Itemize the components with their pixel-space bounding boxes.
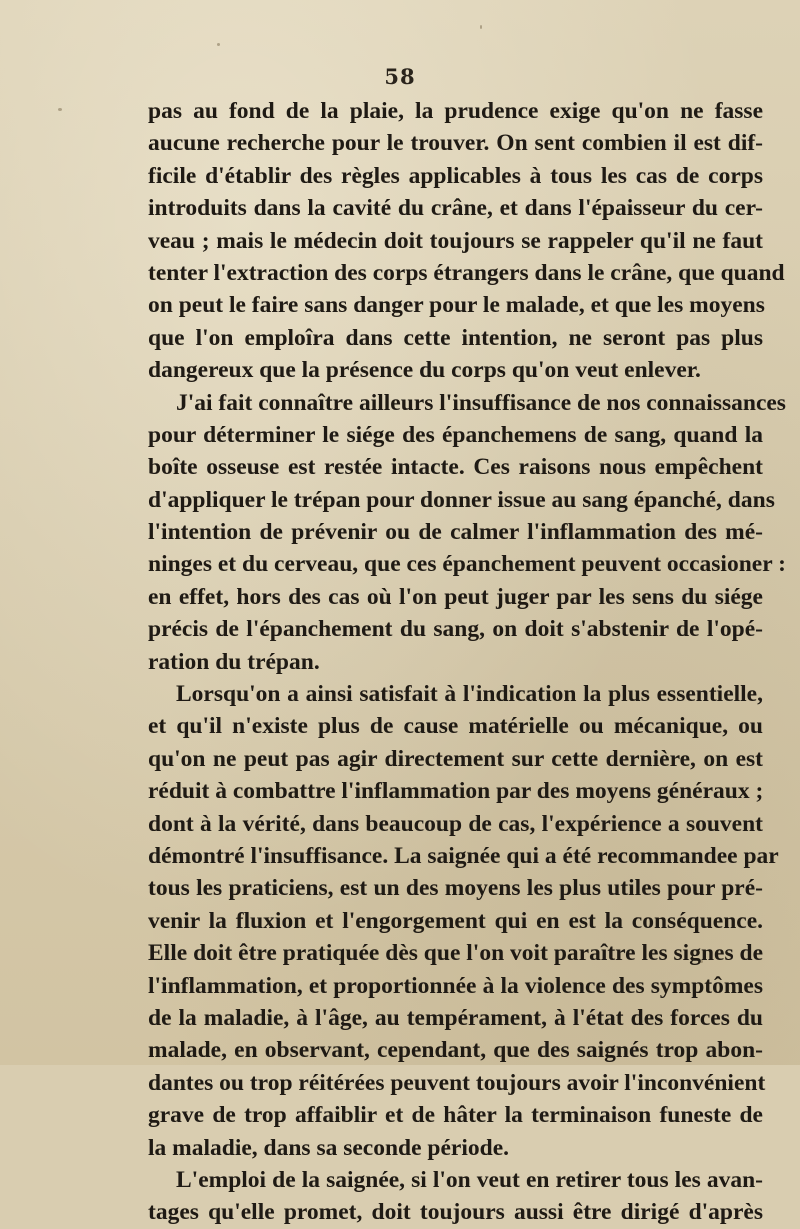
page-number: 58	[384, 64, 416, 89]
text-line: de la maladie, à l'âge, au tempérament, à l'état des forces du	[148, 1004, 763, 1031]
text-line: Elle doit être pratiquée dès que l'on voit paraître les signes de	[148, 940, 763, 967]
text-line: tenter l'extraction des corps étrangers dans le crâne, que quand	[148, 259, 785, 286]
text-line: on peut le faire sans danger pour le malade, et que les moyens	[148, 292, 765, 319]
text-line: ficile d'établir des règles applicables à tous les cas de corps	[148, 162, 763, 189]
text-line: réduit à combattre l'inflammation par des moyens généraux ;	[148, 778, 764, 805]
paper-speck	[217, 43, 220, 46]
text-line: Lorsqu'on a ainsi satisfait à l'indication la plus essentielle,	[176, 681, 763, 708]
text-line: dantes ou trop réitérées peuvent toujours avoir l'inconvénient	[148, 1069, 766, 1096]
text-line: grave de trop affaiblir et de hâter la terminaison funeste de	[148, 1102, 763, 1129]
text-line: tous les praticiens, est un des moyens les plus utiles pour pré-	[148, 875, 763, 902]
text-line: venir la fluxion et l'engorgement qui en est la conséquence.	[148, 907, 763, 934]
paper-speck	[480, 25, 482, 29]
text-line: dangereux que la présence du corps qu'on veut enlever.	[148, 357, 701, 384]
text-line: dont à la vérité, dans beaucoup de cas, l'expérience a souvent	[148, 810, 763, 837]
text-line: la maladie, dans sa seconde période.	[148, 1134, 510, 1161]
text-line: L'emploi de la saignée, si l'on veut en retirer tous les avan-	[176, 1166, 763, 1193]
text-line: d'appliquer le trépan pour donner issue au sang épanché, dans	[148, 486, 775, 513]
body-text	[148, 95, 786, 1229]
text-line: boîte osseuse est restée intacte. Ces raisons nous empêchent	[148, 454, 763, 481]
text-line: malade, en observant, cependant, que des saignés trop abon-	[148, 1037, 763, 1064]
text-line: ninges et du cerveau, que ces épanchement peuvent occasioner :	[148, 551, 786, 578]
text-line: tages qu'elle promet, doit toujours aussi être dirigé d'après	[148, 1199, 763, 1226]
text-line: qu'on ne peut pas agir directement sur cette dernière, on est	[148, 745, 763, 772]
text-line: et qu'il n'existe plus de cause matérielle ou mécanique, ou	[148, 713, 763, 740]
text-line: veau ; mais le médecin doit toujours se rappeler qu'il ne faut	[148, 227, 763, 254]
text-line: ration du trépan.	[148, 648, 320, 675]
text-line: précis de l'épanchement du sang, on doit s'abstenir de l'opé-	[148, 616, 763, 643]
paper-speck	[58, 108, 62, 111]
text-line: que l'on emploîra dans cette intention, ne seront pas plus	[148, 324, 763, 351]
text-line: aucune recherche pour le trouver. On sent combien il est dif-	[148, 130, 763, 157]
text-line: pour déterminer le siége des épanchemens de sang, quand la	[148, 421, 763, 448]
text-line: l'inflammation, et proportionnée à la violence des symptômes	[148, 972, 763, 999]
text-line: J'ai fait connaître ailleurs l'insuffisance de nos connaissances	[176, 389, 786, 416]
text-line: en effet, hors des cas où l'on peut juger par les sens du siége	[148, 583, 763, 610]
text-line: introduits dans la cavité du crâne, et dans l'épaisseur du cer-	[148, 195, 763, 222]
text-line: démontré l'insuffisance. La saignée qui a été recommandee par	[148, 842, 779, 869]
text-line: l'intention de prévenir ou de calmer l'inflammation des mé-	[148, 519, 763, 546]
text-line: pas au fond de la plaie, la prudence exige qu'on ne fasse	[148, 98, 763, 124]
